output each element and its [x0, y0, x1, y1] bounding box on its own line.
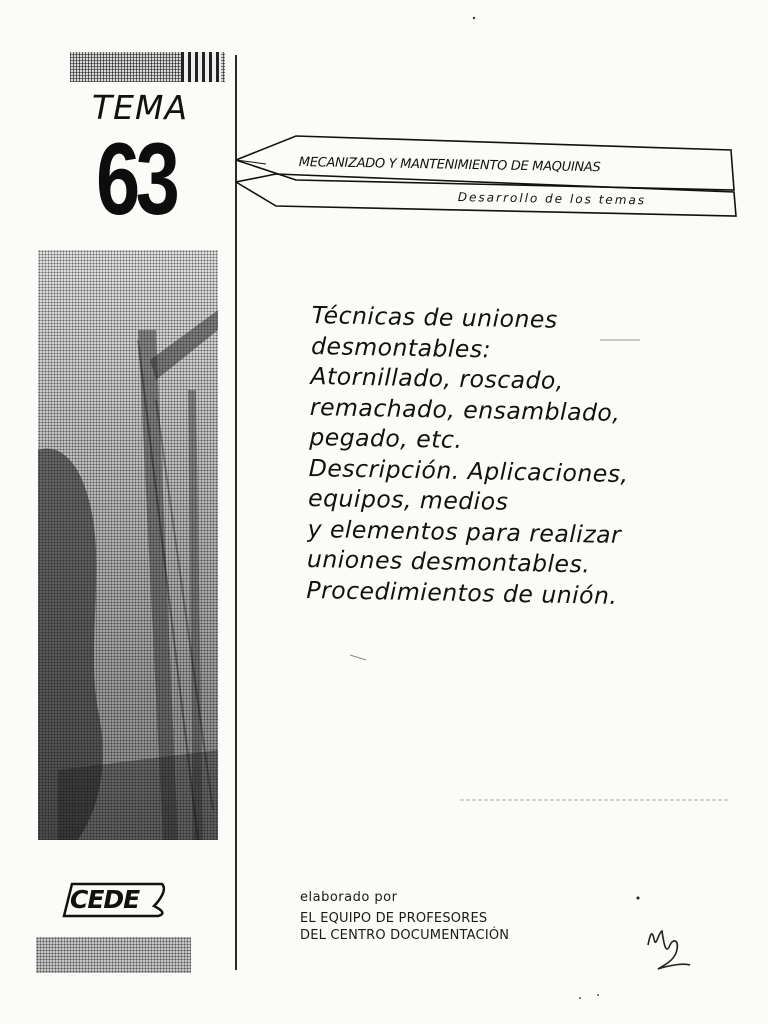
title-line: pegado, etc. — [309, 422, 463, 454]
title-line: y elementos para realizar — [307, 514, 622, 549]
title-line: Técnicas de uniones — [311, 300, 558, 334]
title-line: Descripción. Aplicaciones, — [308, 453, 629, 488]
credit-line-1: EL EQUIPO DE PROFESORES — [300, 911, 488, 926]
logo-text: CEDE — [70, 885, 140, 914]
title-line: Atornillado, roscado, — [310, 361, 565, 395]
banner-subject: MECANIZADO Y MANTENIMIENTO DE MAQUINAS — [298, 155, 601, 176]
title-line: remachado, ensamblado, — [309, 392, 621, 427]
tema-number: 63 — [96, 122, 176, 236]
title-line: desmontables: — [310, 331, 492, 363]
title-line: equipos, medios — [307, 483, 509, 516]
credit-line-2: DEL CENTRO DOCUMENTACIÓN — [300, 928, 510, 943]
tema-label: TEMA — [92, 88, 189, 127]
banner-section: Desarrollo de los temas — [457, 190, 647, 208]
credit-by: elaborado por — [300, 890, 398, 905]
title-line: uniones desmontables. — [306, 544, 591, 579]
title-line: Procedimientos de unión. — [306, 575, 618, 610]
